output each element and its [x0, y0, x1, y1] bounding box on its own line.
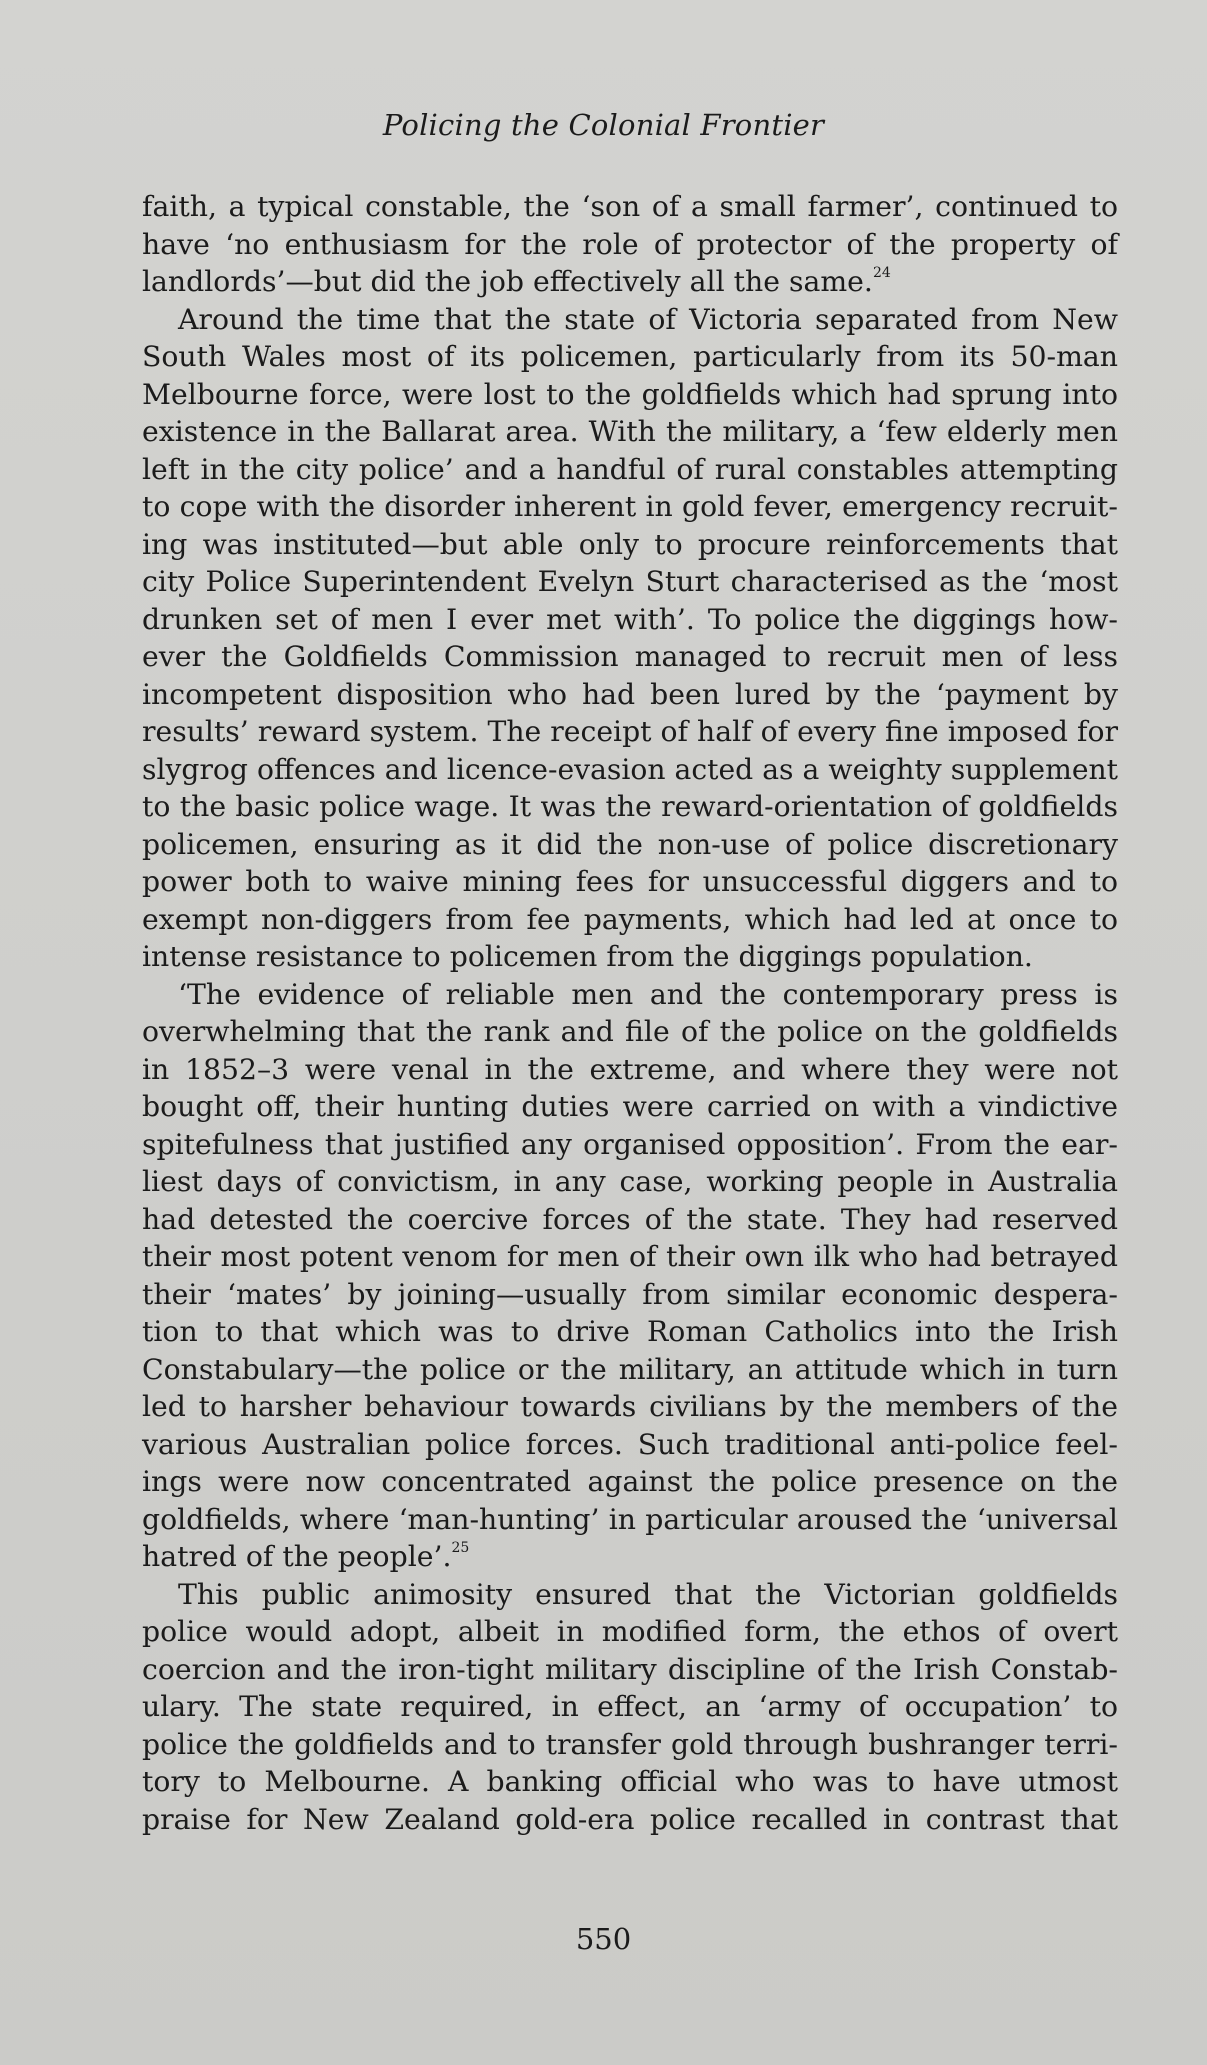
footnote-marker: 24 — [872, 265, 891, 281]
text-line: Around the time that the state of Victoria separated from New — [178, 302, 1118, 336]
text-line: intense resistance to policemen from the diggings population. — [142, 940, 1033, 973]
text-line: to cope with the disorder inherent in gold fever, emergency recruit- — [142, 490, 1118, 523]
text-line: ‘The evidence of reliable men and the contemporary press is — [178, 977, 1118, 1011]
paragraph-3 — [142, 976, 1118, 1576]
text-line: ever the Goldfields Commission managed to recruit men of less — [142, 640, 1118, 673]
text-line: power both to waive mining fees for unsuccessful diggers and to — [142, 865, 1118, 898]
text-line: have ‘no enthusiasm for the role of protector of the property of — [142, 227, 1118, 261]
text-line: police the goldfields and to transfer gold through bushranger terri- — [142, 1727, 1118, 1761]
text-line: coercion and the iron-tight military discipline of the Irish Constab- — [142, 1652, 1118, 1686]
text-line: Constabulary—the police or the military, an attitude which in turn — [142, 1352, 1118, 1386]
text-line-content: landlords’—but did the job effectively all the same. — [142, 265, 873, 298]
text-line: incompetent disposition who had been lured by the ‘payment by — [142, 677, 1118, 711]
text-line: police would adopt, albeit in modified form, the ethos of overt — [142, 1615, 1118, 1648]
text-line: overwhelming that the rank and file of the police on the goldfields — [142, 1015, 1118, 1048]
text-line — [142, 1538, 1118, 1576]
footnote-marker: 25 — [451, 1540, 470, 1556]
text-line: existence in the Ballarat area. With the military, a ‘few elderly men — [142, 415, 1118, 448]
text-line: ing was instituted—but able only to procure reinforcements that — [142, 527, 1118, 561]
text-line: praise for New Zealand gold-era police recalled in contrast that — [142, 1802, 1118, 1836]
text-line: drunken set of men I ever met with’. To police the diggings how- — [142, 602, 1118, 636]
text-line — [142, 263, 1118, 301]
text-line: city Police Superintendent Evelyn Sturt characterised as the ‘most — [142, 565, 1118, 598]
text-line: liest days of convictism, in any case, working people in Australia — [142, 1165, 1118, 1198]
text-line: in 1852–3 were venal in the extreme, and where they were not — [142, 1052, 1118, 1086]
text-line: results’ reward system. The receipt of half of every fine imposed for — [142, 715, 1118, 748]
text-line: bought off, their hunting duties were carried on with a vindictive — [142, 1090, 1118, 1123]
text-line: various Australian police forces. Such traditional anti-police feel- — [142, 1427, 1118, 1461]
paragraph-4 — [142, 1576, 1118, 1839]
paragraph-2 — [142, 301, 1118, 976]
text-line: tory to Melbourne. A banking official who was to have utmost — [142, 1765, 1118, 1798]
text-line: tion to that which was to drive Roman Catholics into the Irish — [142, 1315, 1118, 1348]
running-head: Policing the Colonial Frontier — [382, 108, 825, 142]
body-text — [142, 188, 1118, 1838]
text-line: to the basic police wage. It was the reward-orientation of goldfields — [142, 790, 1118, 823]
text-line: spitefulness that justified any organised opposition’. From the ear- — [142, 1127, 1118, 1161]
text-line: slygrog offences and licence-evasion acted as a weighty supplement — [142, 752, 1118, 786]
text-line: left in the city police’ and a handful of rural constables attempting — [142, 452, 1118, 486]
text-line: their most potent venom for men of their own ilk who had betrayed — [142, 1240, 1118, 1273]
page-number: 550 — [575, 1922, 632, 1956]
text-line: led to harsher behaviour towards civilians by the members of the — [142, 1390, 1118, 1423]
text-line: goldfields, where ‘man-hunting’ in particular aroused the ‘universal — [142, 1502, 1118, 1536]
text-line: ings were now concentrated against the police presence on the — [142, 1465, 1118, 1498]
text-line: their ‘mates’ by joining—usually from similar economic despera- — [142, 1277, 1118, 1311]
text-line: ulary. The state required, in effect, an ‘army of occupation’ to — [142, 1690, 1118, 1723]
text-line: had detested the coercive forces of the state. They had reserved — [142, 1202, 1118, 1236]
text-line: South Wales most of its policemen, particularly from its 50-man — [142, 340, 1118, 373]
text-line: Melbourne force, were lost to the goldfields which had sprung into — [142, 377, 1118, 411]
text-line: policemen, ensuring as it did the non-use of police discretionary — [142, 827, 1118, 861]
text-line: This public animosity ensured that the Victorian goldfields — [178, 1577, 1118, 1611]
paragraph-1 — [142, 188, 1118, 301]
text-line-content: hatred of the people’. — [142, 1540, 452, 1573]
text-line: exempt non-diggers from fee payments, which had led at once to — [142, 902, 1118, 936]
text-line: faith, a typical constable, the ‘son of a small farmer’, continued to — [142, 190, 1118, 223]
